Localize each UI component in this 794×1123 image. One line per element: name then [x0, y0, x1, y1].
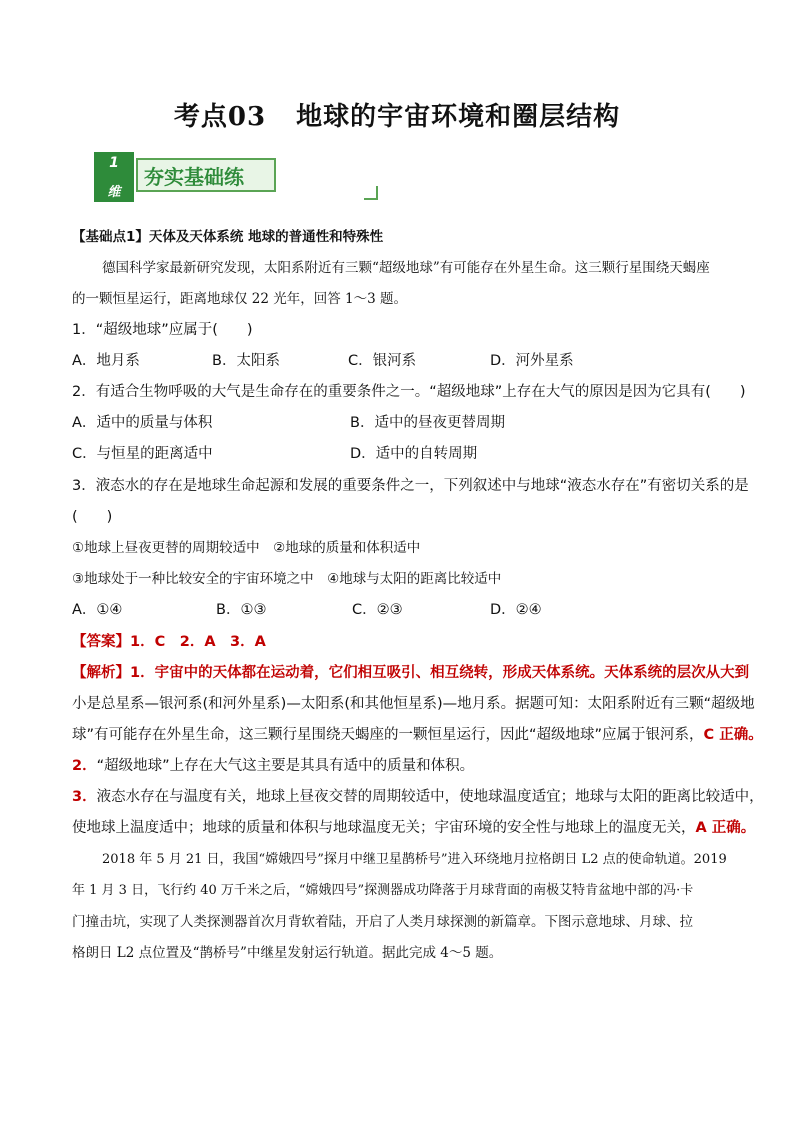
question-3-item: ①地球上昼夜更替的周期较适中 ②地球的质量和体积适中 — [72, 540, 421, 556]
topic-code: 考点03 — [173, 102, 267, 132]
question-3-stem-cont: ( ) — [72, 509, 113, 525]
option: C．②③ — [352, 602, 403, 618]
banner-dimension: 维 — [107, 185, 121, 200]
option: D．河外星系 — [490, 353, 574, 369]
question-3-options — [72, 600, 732, 620]
option: B．太阳系 — [212, 353, 280, 369]
question-2-options-row — [72, 413, 732, 433]
analysis-line — [72, 725, 763, 745]
intro-paragraph-line: 年 1 月 3 日，飞行约 40 万千米之后，“嫦娥四号”探测器成功降落于月球背面的南极艾特肯盆地中部的冯·卡 — [72, 883, 694, 898]
analysis-text: 1．宇宙中的天体都在运动着，它们相互吸引、相互绕转，形成天体系统。天体系统的层次从大到 — [130, 665, 750, 681]
question-2-stem: 2．有适合生物呼吸的大气是生命存在的重要条件之一。“超级地球”上存在大气的原因是因为它具有( ) — [72, 384, 746, 400]
banner-number: 1 — [109, 155, 119, 171]
analysis-line — [72, 818, 756, 838]
option: A．地月系 — [72, 353, 140, 369]
question-2-options-row — [72, 444, 732, 464]
analysis-number: 2． — [72, 758, 97, 774]
intro-paragraph-line: 2018 年 5 月 21 日，我国“嫦娥四号”探月中继卫星鹊桥号”进入环绕地月拉格朗日 L2 点的使命轨道。2019 — [102, 852, 727, 867]
section-heading: 【基础点1】天体及天体系统 地球的普通性和特殊性 — [72, 229, 384, 245]
answer-label: 【答案】 — [72, 634, 130, 650]
question-3-item: ③地球处于一种比较安全的宇宙环境之中 ④地球与太阳的距离比较适中 — [72, 571, 502, 587]
intro-paragraph-line: 格朗日 L2 点位置及“鹊桥号”中继星发射运行轨道。据此完成 4～5 题。 — [72, 945, 503, 961]
question-1-stem: 1．“超级地球”应属于( ) — [72, 322, 253, 338]
analysis-number: 3． — [72, 789, 97, 805]
answer-text: 1．C 2．A 3．A — [130, 634, 266, 650]
analysis-line — [72, 663, 750, 683]
question-1-options — [72, 351, 732, 371]
analysis-text: 球”有可能存在外星生命，这三颗行星围绕天蝎座的一颗恒星运行，因此“超级地球”应属于银河系， — [72, 727, 704, 743]
option: A．①④ — [72, 602, 123, 618]
analysis-label: 【解析】 — [72, 665, 130, 681]
analysis-conclusion: A 正确。 — [695, 820, 756, 836]
analysis-conclusion: C 正确。 — [703, 727, 763, 743]
analysis-text: 使地球上温度适中；地球的质量和体积与地球温度无关；宇宙环境的安全性与地球上的温度无关， — [72, 820, 696, 836]
intro-paragraph-line: 门撞击坑，实现了人类探测器首次月背软着陆，开启了人类月球探测的新篇章。下图示意地球、月球、拉 — [72, 914, 693, 930]
banner-label: 夯实基础练 — [136, 158, 276, 192]
analysis-line: 小是总星系—银河系(和河外星系)—太阳系(和其他恒星系)—地月系。据题可知：太阳系附近有三颗“超级地 — [72, 696, 755, 712]
question-3-stem: 3．液态水的存在是地球生命起源和发展的重要条件之一，下列叙述中与地球“液态水存在”有密切关系的是 — [72, 478, 749, 494]
page-title — [0, 96, 794, 133]
option: B．①③ — [216, 602, 267, 618]
intro-paragraph-line: 德国科学家最新研究发现，太阳系附近有三颗“超级地球”有可能存在外星生命。这三颗行星围绕天蝎座 — [102, 260, 710, 276]
option: C．与恒星的距离适中 — [72, 446, 213, 462]
analysis-line — [72, 787, 764, 807]
intro-paragraph-line: 的一颗恒星运行，距离地球仅 22 光年，回答 1～3 题。 — [72, 291, 408, 307]
banner-tab — [94, 152, 134, 202]
option: C．银河系 — [348, 353, 417, 369]
analysis-line — [72, 756, 732, 776]
option: D．②④ — [490, 602, 542, 618]
analysis-text: “超级地球”上存在大气这主要是其具有适中的质量和体积。 — [96, 758, 475, 774]
option: B．适中的昼夜更替周期 — [350, 415, 505, 431]
analysis-text: 液态水存在与温度有关，地球上昼夜交替的周期较适中，使地球温度适宜；地球与太阳的距离比较适中， — [96, 789, 764, 805]
topic-title: 地球的宇宙环境和圈层结构 — [296, 102, 621, 132]
banner-corner-icon — [364, 186, 378, 200]
option: D．适中的自转周期 — [350, 446, 478, 462]
option: A．适中的质量与体积 — [72, 415, 213, 431]
section-banner — [94, 152, 294, 202]
answer-line — [72, 632, 732, 652]
